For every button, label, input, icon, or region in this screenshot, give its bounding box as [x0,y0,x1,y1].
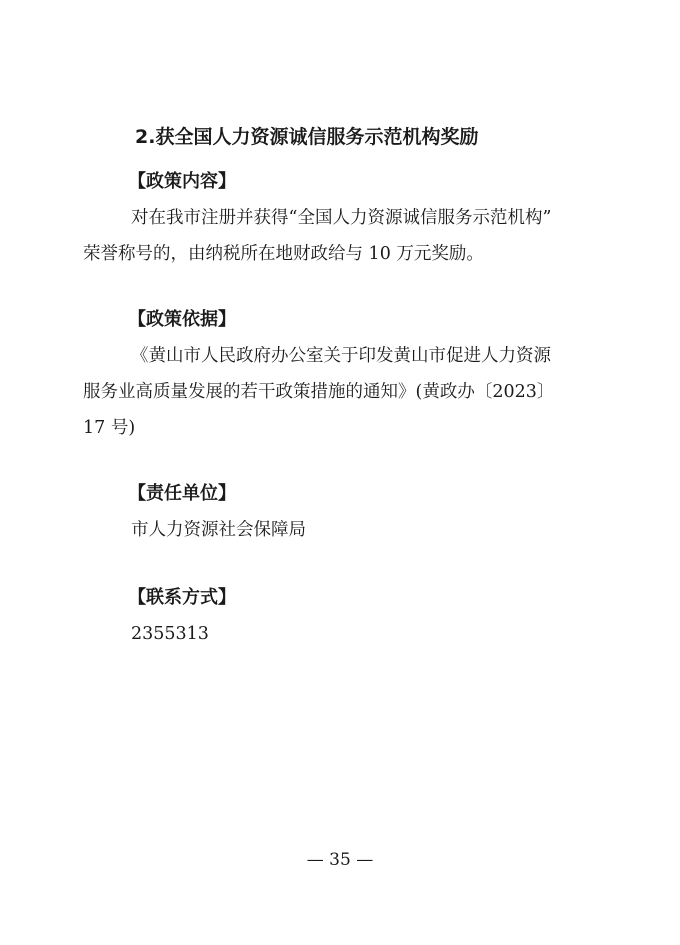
responsible-unit-text: 市人力资源社会保障局 [131,520,306,540]
policy-basis-heading: 【政策依据】 [128,309,236,330]
policy-content-line: 荣誉称号的，由纳税所在地财政给与 10 万元奖励。 [83,244,484,264]
responsible-unit-heading: 【责任单位】 [128,483,236,504]
section-title: 2.获全国人力资源诚信服务示范机构奖励 [135,126,479,148]
contact-body [83,616,595,652]
page-number: — 35 — [306,850,374,870]
policy-content-line: 对在我市注册并获得“全国人力资源诚信服务示范机构” [131,208,552,228]
policy-basis-line: 17 号) [83,418,136,438]
responsible-unit-body [83,512,595,548]
policy-basis-line: 服务业高质量发展的若干政策措施的通知》(黄政办〔2023〕 [83,382,555,402]
policy-basis-line: 《黄山市人民政府办公室关于印发黄山市促进人力资源 [131,346,551,366]
contact-phone: 2355313 [131,624,209,644]
contact-heading: 【联系方式】 [128,587,236,608]
policy-content-heading: 【政策内容】 [128,171,236,192]
policy-basis-body [83,338,595,446]
policy-content-body [83,200,595,272]
